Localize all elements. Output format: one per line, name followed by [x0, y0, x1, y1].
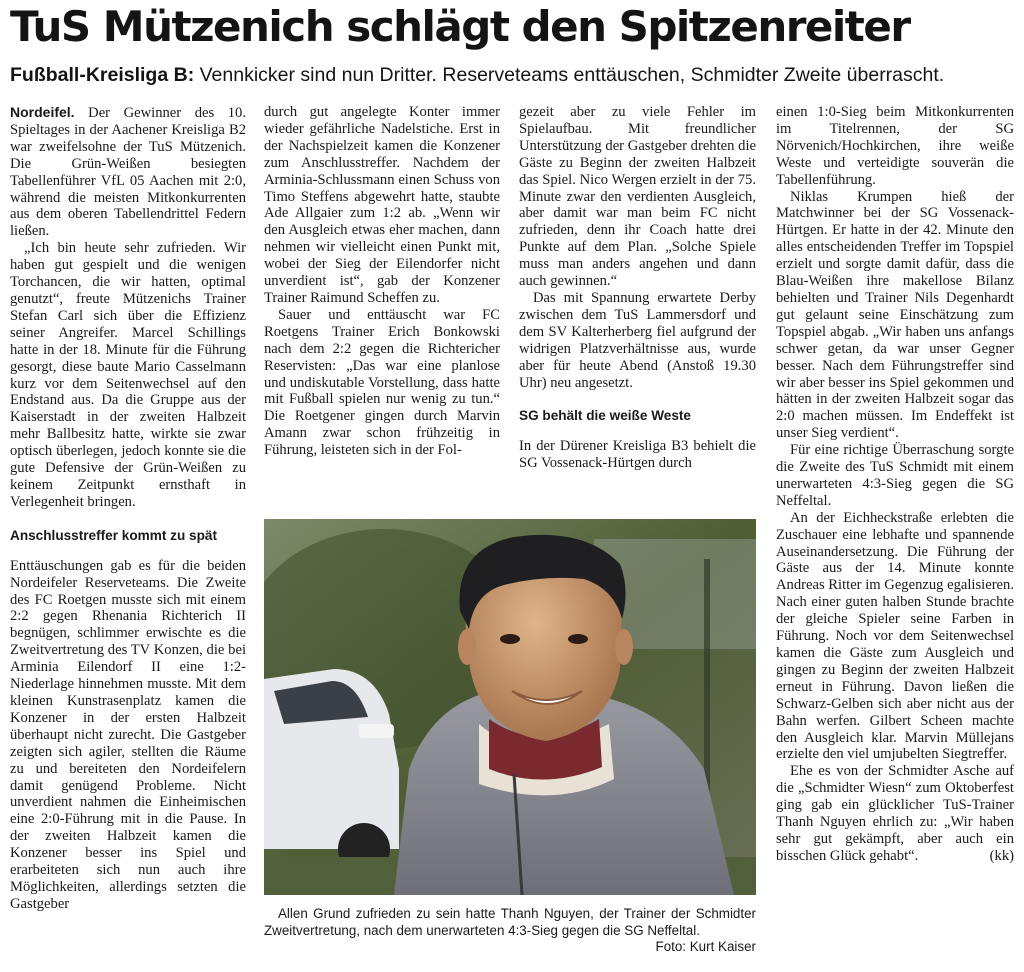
paragraph: In der Dürener Kreisliga B3 behielt die SG Vossenack-Hürtgen durch — [519, 438, 756, 472]
paragraph: Niklas Krumpen hieß der Matchwinner bei der SG Vossenack-Hürtgen. Er hatte in der 42. Minute den alles entscheidenden Treffer im Topspiel erzielt und sorgte damit dafür, dass die Blau-Weißen ihre makellose Bilanz behielten und Trainer Nils Degenhardt gut gelaunt seine Einschätzung zum Topspiel abgab. „Wir haben uns anfangs schwer getan, da war unser Gegner besser. Nach dem Führungstreffer sind wir aber besser ins Spiel gekommen und hätten in der zweiten Halbzeit sogar das 2:0 machen müssen. Im Endeffekt ist unser Sieg verdient“. — [776, 188, 1014, 442]
paragraph-text: Ehe es von der Schmidter Asche auf die „Schmidter Wiesn“ zum Oktoberfest ging gab ein glücklicher TuS-Trainer Thanh Nguyen ehrlich zu: „Wir haben sehr gut gekämpft, aber auch ein bisschen Glück gehabt“. — [776, 763, 1014, 864]
paragraph — [10, 104, 246, 240]
subhead-text: Vennkicker sind nun Dritter. Reserveteams enttäuschen, Schmidter Zweite überrascht. — [194, 64, 945, 86]
paragraph: Das mit Spannung erwartete Derby zwischen dem TuS Lammersdorf und dem SV Kalterherberg fiel aufgrund der widrigen Platzverhältnisse aus, wurde aber für heute Abend (Anstoß 19.30 Uhr) neu angesetzt. — [519, 289, 756, 391]
subheadline — [10, 62, 944, 88]
portrait-illustration — [264, 519, 756, 895]
paragraph: durch gut angelegte Konter immer wieder gefährliche Nadelstiche. Erst in der Nachspielzeit kamen die Konzener zum Anschlusstreffer. Nachdem der Arminia-Schlussmann einen Schuss von Timo Steffens abgewehrt hatte, staubte Ade Allgaier zum 1:2 ab. „Wenn wir den Ausgleich etwas eher machen, dann nehmen wir vielleicht einen Punkt mit, wobei der Sieg der Eilendorfer nicht unverdient ist“, gab der Konzener Trainer Raimund Scheffen zu. — [264, 104, 500, 306]
article-column-3 — [519, 104, 756, 472]
paragraph: Für eine richtige Überraschung sorgte die Zweite des TuS Schmidt mit einem unerwarteten 4:3-Sieg gegen die SG Neffeltal. — [776, 442, 1014, 509]
article-column-1 — [10, 104, 246, 913]
paragraph-text: Der Gewinner des 10. Spieltages in der Aachener Kreisliga B2 war zweifelsohne der TuS Mützenich. Die Grün-Weißen besiegten Tabellenführer VfL 05 Aachen mit 2:0, während die meisten Mitkonkurrenten aus dem oberen Tabellendrittel Federn ließen. — [10, 105, 246, 240]
paragraph: gezeit aber zu viele Fehler im Spielaufbau. Mit freundlicher Unterstützung der Gastgeber drehten die Gäste zu Beginn der zweiten Halbzeit das Spiel. Nico Wergen erzielt in der 75. Minute zwar den verdienten Ausgleich, aber damit war man beim FC nicht zufrieden, denn ihr Coach hatte drei Punkte auf dem Plan. „Solche Spiele muss man anders angehen und dann auch gewinnen.“ — [519, 104, 756, 290]
author-initials: (kk) — [989, 847, 1014, 864]
article-column-2 — [264, 104, 500, 459]
section-subheading: Anschlusstreffer kommt zu spät — [10, 527, 217, 543]
paragraph: Sauer und enttäuscht war FC Roetgens Trainer Erich Bonkowski nach dem 2:2 gegen die Richtericher Reservisten: „Das war eine planlose und undiskutable Vorstellung, dass hatte mit Fußball spielen nur wenig zu tun.“ Die Roetgener gingen durch Marvin Amann zwar schon frühzeitig in Führung, leisteten sich in der Fol- — [264, 306, 500, 459]
parked-car — [264, 669, 399, 875]
headline: TuS Mützenich schlägt den Spitzenreiter — [10, 2, 910, 51]
section-subheading: SG behält die weiße Weste — [519, 408, 691, 424]
paragraph: Enttäuschungen gab es für die beiden Nordeifeler Reserveteams. Die Zweite des FC Roetgen musste sich mit einem 2:2 gegen Rhenania Richterich II begnügen, schlimmer erwischte es die Zweitvertretung des TV Konzen, die bei Arminia Eilendorf II eine 1:2-Niederlage hinnehmen musste. Mit dem kleinen Kunstrasenplatz kamen die Konzener in der ersten Halbzeit überhaupt nicht zurecht. Die Gastgeber zeigten sich agiler, stellten die Räume zu und bereiteten den Nordeifelern damit genügend Probleme. Nicht unverdient nahmen die Einheimischen eine 2:0-Führung mit in die Pause. In der zweiten Halbzeit kamen die Konzener besser ins Spiel und erarbeiteten sich nun auch ihre Möglichkeiten, allerdings setzten die Gastgeber — [10, 557, 246, 912]
subhead-label: Fußball-Kreisliga B: — [10, 64, 195, 86]
paragraph — [776, 763, 1014, 864]
caption-text: Allen Grund zufrieden zu sein hatte Thanh Nguyen, der Trainer der Schmidter Zweitvertretung, nach dem unerwarteten 4:3-Sieg gegen die SG Neffeltal. — [264, 906, 756, 938]
article-column-4 — [776, 104, 1014, 865]
paragraph: „Ich bin heute sehr zufrieden. Wir haben gut gespielt und die wenigen Torchancen, die wir hatten, optimal genutzt“, freute Mützenichs Trainer Stefan Carl sich über die Effizienz seiner Angreifer. Marcel Schillings hatte in der 18. Minute für die Führung gesorgt, diese baute Mario Casselmann kurz vor dem Seitenwechsel auf den Endstand aus. Da die Gruppe aus der Kaiserstadt in der zweiten Halbzeit mehr Ballbesitz hatte, wirkte sie zwar optisch überlegen, jedoch konnte sie die gute Defensive der Grün-Weißen zu keinem Zeitpunkt ernsthaft in Verlegenheit bringen. — [10, 240, 246, 510]
photo-caption — [264, 906, 756, 956]
photo-credit: Foto: Kurt Kaiser — [655, 939, 756, 954]
paragraph: einen 1:0-Sieg beim Mitkonkurrenten im Titelrennen, der SG Nörvenich/Hochkirchen, ihre weiße Weste und verteidigte souverän die Tabellenführung. — [776, 104, 1014, 188]
paragraph: An der Eichheckstraße erlebten die Zuschauer eine lebhafte und spannende Auseinandersetzung. Die Führung der Gäste aus der 14. Minute konnte Andreas Ritter im Gegenzug egalisieren. Nach einer guten halben Stunde brachte der gleiche Spieler seine Farben in Führung. Noch vor dem Seitenwechsel kamen die Gäste zum Ausgleich und gingen zu Beginn der zweiten Halbzeit erneut in Führung. Davon ließen die Schwarz-Gelben sich aber nicht aus der Bahn werfen. Gilbert Scheen machte den Ausgleich klar. Marvin Müllejans erzielte den viel umjubelten Siegtreffer. — [776, 509, 1014, 763]
article-photo — [264, 519, 756, 895]
dateline: Nordeifel. — [10, 104, 75, 120]
